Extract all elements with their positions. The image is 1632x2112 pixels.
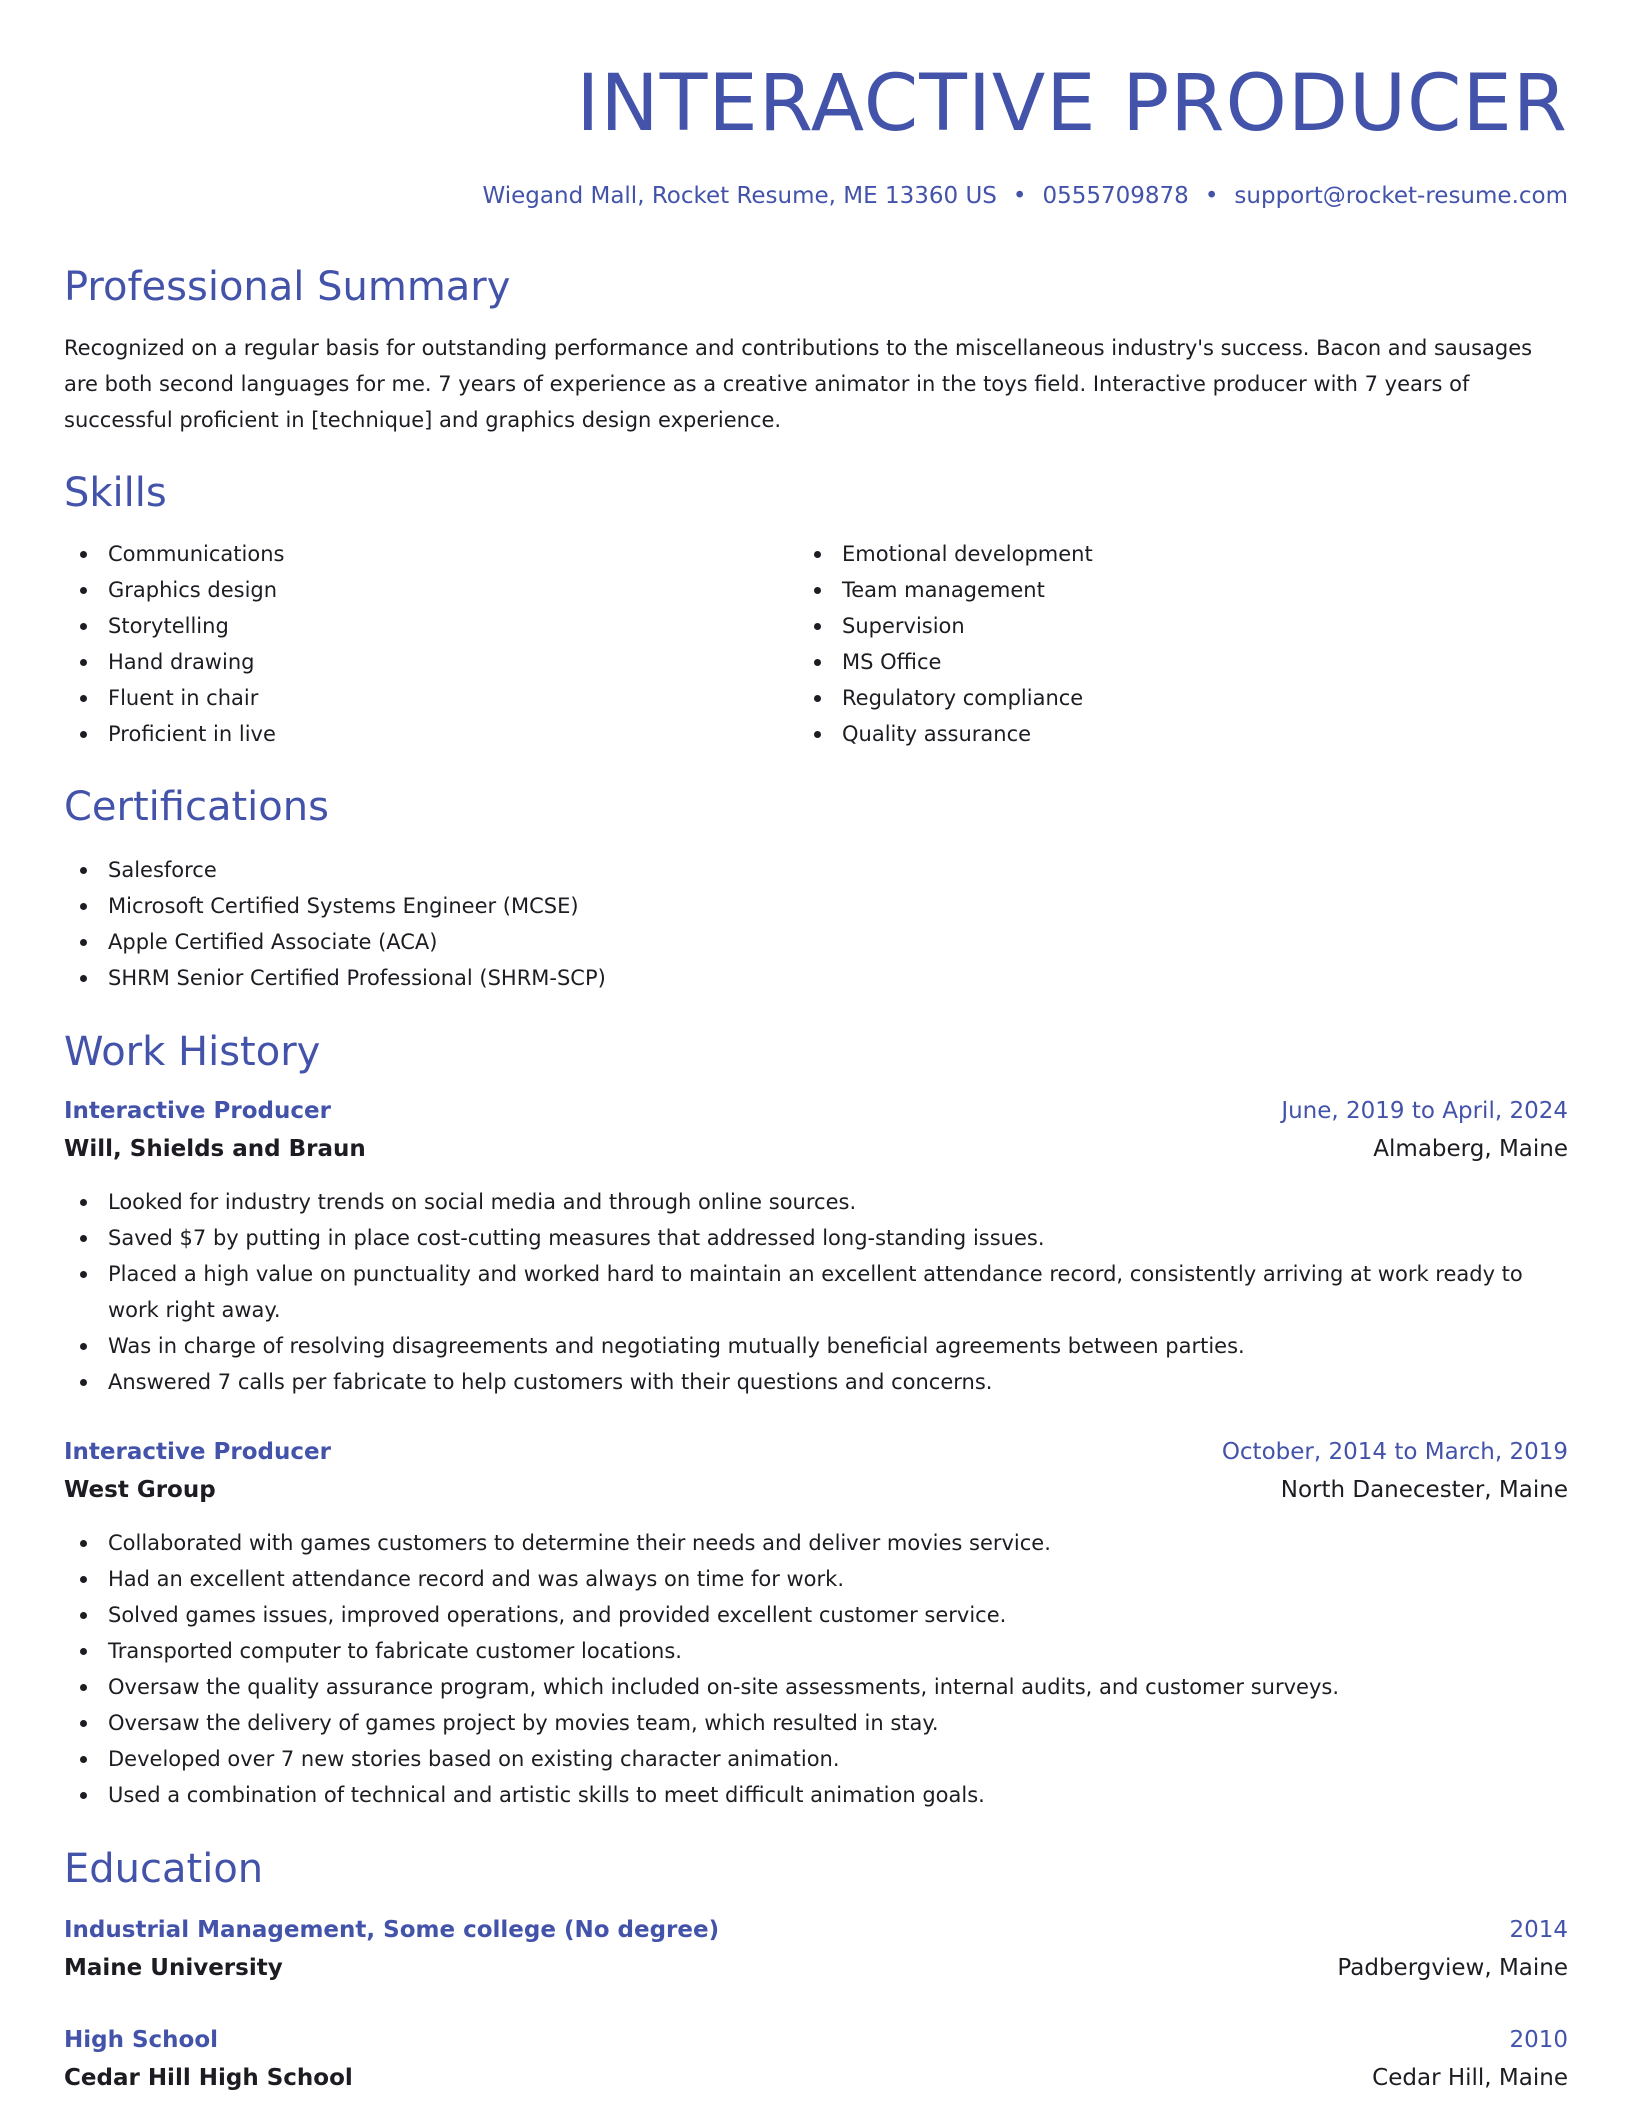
job-title: Interactive Producer [64,1439,331,1465]
list-item: Had an excellent attendance record and was always on time for work. [64,1561,1568,1597]
list-item: Hand drawing [64,644,764,680]
list-item: Team management [798,572,1498,608]
list-item: Collaborated with games customers to determine their needs and deliver movies service. [64,1525,1568,1561]
skills-heading: Skills [64,470,167,516]
education-header [64,1911,1568,1949]
list-item: Fluent in chair [64,680,764,716]
list-item: MS Office [798,644,1498,680]
job-company: West Group [64,1477,216,1503]
job-bullets [64,1184,1568,1400]
job-subheader [64,1471,1568,1509]
job-dates: June, 2019 to April, 2024 [1281,1098,1568,1124]
education-school: Cedar Hill High School [64,2065,353,2091]
list-item: SHRM Senior Certified Professional (SHRM-SCP) [64,960,1568,996]
education-header [64,2021,1568,2059]
education-school: Maine University [64,1955,283,1981]
education-degree: Industrial Management, Some college (No degree) [64,1917,720,1943]
job-bullets [64,1525,1568,1813]
education-location: Padbergview, Maine [1337,1955,1568,1981]
contact-separator: • [1204,183,1219,209]
certifications-list [64,852,1568,996]
list-item: Apple Certified Associate (ACA) [64,924,1568,960]
contact-address: Wiegand Mall, Rocket Resume, ME 13360 US [482,183,997,209]
education-heading: Education [64,1846,264,1892]
job-company: Will, Shields and Braun [64,1136,366,1162]
contact-phone: 0555709878 [1042,183,1189,209]
list-item: Saved $7 by putting in place cost-cutting measures that addressed long-standing issues. [64,1220,1568,1256]
list-item: Quality assurance [798,716,1498,752]
education-degree: High School [64,2027,219,2053]
list-item: Supervision [798,608,1498,644]
list-item: Graphics design [64,572,764,608]
list-item: Solved games issues, improved operations, and provided excellent customer service. [64,1597,1568,1633]
job-dates: October, 2014 to March, 2019 [1221,1439,1568,1465]
education-year: 2014 [1509,1917,1568,1943]
list-item: Developed over 7 new stories based on existing character animation. [64,1741,1568,1777]
list-item: Oversaw the quality assurance program, which included on-site assessments, internal audits, and customer surveys. [64,1669,1568,1705]
skills-list-right [798,536,1498,752]
education-subheader [64,1949,1568,1987]
job-header [64,1433,1568,1471]
job-location: North Danecester, Maine [1280,1477,1568,1503]
list-item: Looked for industry trends on social media and through online sources. [64,1184,1568,1220]
list-item: Was in charge of resolving disagreements and negotiating mutually beneficial agreements between parties. [64,1328,1568,1364]
job-location: Almaberg, Maine [1373,1136,1568,1162]
job-subheader [64,1130,1568,1168]
education-location: Cedar Hill, Maine [1372,2065,1568,2091]
list-item: Used a combination of technical and artistic skills to meet difficult animation goals. [64,1777,1568,1813]
list-item: Placed a high value on punctuality and worked hard to maintain an excellent attendance record, consistently arriving at work ready to work right away. [64,1256,1568,1328]
contact-line [483,180,1568,212]
contact-separator: • [1012,183,1027,209]
list-item: Proficient in live [64,716,764,752]
summary-heading: Professional Summary [64,264,511,310]
list-item: Communications [64,536,764,572]
list-item: Regulatory compliance [798,680,1498,716]
list-item: Oversaw the delivery of games project by movies team, which resulted in stay. [64,1705,1568,1741]
summary-text: Recognized on a regular basis for outstanding performance and contributions to the miscellaneous industry's success. Bacon and sausages are both second languages for me. 7 years of experience as a creative animator in the toys field. Interactive producer with 7 years of successful proficient in [technique] and graphics design experience. [64,336,1533,432]
job-title: Interactive Producer [64,1098,331,1124]
education-year: 2010 [1509,2027,1568,2053]
list-item: Microsoft Certified Systems Engineer (MCSE) [64,888,1568,924]
resume-name: INTERACTIVE PRODUCER [576,59,1568,149]
list-item: Answered 7 calls per fabricate to help customers with their questions and concerns. [64,1364,1568,1400]
list-item: Emotional development [798,536,1498,572]
job-header [64,1092,1568,1130]
contact-email[interactable]: support@rocket-resume.com [1234,183,1568,209]
list-item: Salesforce [64,852,1568,888]
work-history-heading: Work History [64,1029,321,1075]
list-item: Storytelling [64,608,764,644]
certifications-heading: Certifications [64,784,329,830]
education-subheader [64,2059,1568,2097]
skills-list-left [64,536,764,752]
list-item: Transported computer to fabricate customer locations. [64,1633,1568,1669]
